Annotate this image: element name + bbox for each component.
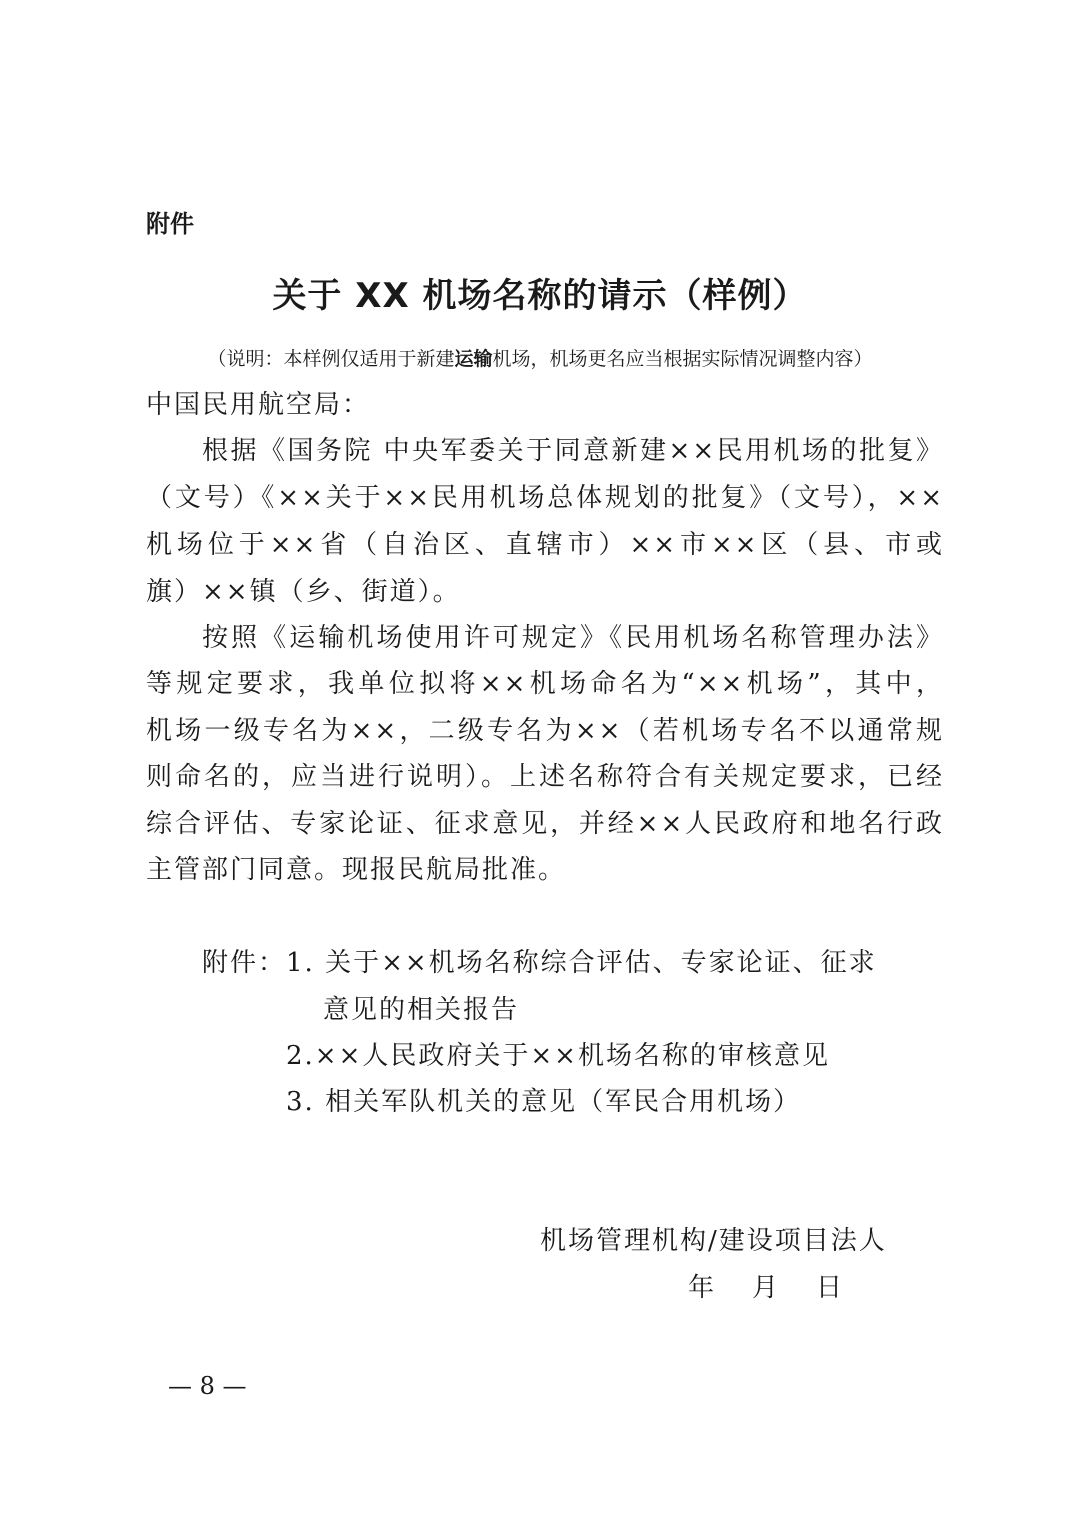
usage-note-suffix: 机场，机场更名应当根据实际情况调整内容） — [492, 348, 873, 370]
body-line-6: 等规定要求，我单位拟将××机场命名为“××机场”，其中， — [146, 669, 944, 699]
attachment-item-1: 1. 关于××机场名称综合评估、专家论证、征求 — [286, 948, 877, 978]
body-line-9: 综合评估、专家论证、征求意见，并经××人民政府和地名行政 — [146, 809, 944, 839]
attachment-label: 附件 — [146, 210, 194, 238]
attachment-item-1-cont: 意见的相关报告 — [323, 995, 520, 1025]
body-line-4: 旗）××镇（乡、街道）。 — [146, 577, 461, 607]
usage-note — [0, 344, 1080, 371]
document-title: 关于 XX 机场名称的请示（样例） — [272, 276, 808, 316]
usage-note-bold: 运输 — [454, 348, 493, 370]
body-line-10: 主管部门同意。现报民航局批准。 — [146, 855, 567, 885]
body-line-2: （文号）《××关于××民用机场总体规划的批复》（文号），×× — [146, 483, 944, 513]
signature-date: 年 月 日 — [688, 1273, 849, 1303]
page-number: — 8 — — [168, 1372, 247, 1400]
body-line-3: 机场位于××省（自治区、直辖市）××市××区（县、市或 — [146, 530, 944, 560]
body-line-7: 机场一级专名为××，二级专名为××（若机场专名不以通常规 — [146, 716, 944, 746]
usage-note-prefix: （说明：本样例仅适用于新建 — [207, 348, 455, 370]
attachments-label: 附件： — [202, 948, 287, 978]
body-line-5: 按照《运输机场使用许可规定》《民用机场名称管理办法》 — [202, 623, 944, 653]
signature-org: 机场管理机构/建设项目法人 — [540, 1226, 887, 1256]
body-line-1: 根据《国务院 中央军委关于同意新建××民用机场的批复》 — [202, 436, 944, 466]
salutation: 中国民用航空局： — [146, 390, 371, 420]
body-line-8: 则命名的，应当进行说明）。上述名称符合有关规定要求，已经 — [146, 762, 944, 792]
attachment-item-2: 2.××人民政府关于××机场名称的审核意见 — [286, 1041, 830, 1071]
attachment-item-3: 3. 相关军队机关的意见（军民合用机场） — [286, 1087, 802, 1117]
